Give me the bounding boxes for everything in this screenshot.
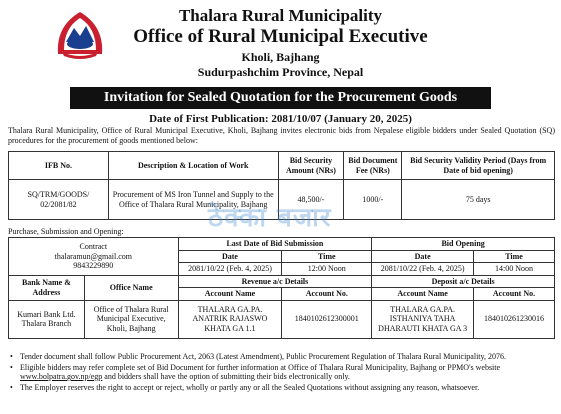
time-label: Time (282, 250, 372, 263)
bid-security-amount: 48,500/- (278, 180, 344, 220)
letterhead (0, 6, 561, 80)
revenue-header: Revenue a/c Details (178, 275, 372, 288)
table-header: Description & Location of Work (108, 152, 278, 180)
purchase-label: Purchase, Submission and Opening: (8, 227, 124, 236)
office-location: Kholi, Bajhang (241, 50, 320, 64)
account-no-label: Account No. (282, 288, 372, 301)
table-header: Bid Security Validity Period (Days from Date of bid opening) (402, 152, 555, 180)
account-name-label: Account Name (372, 288, 474, 301)
table-row (9, 300, 555, 338)
office-header: Office Name (84, 275, 178, 300)
deposit-account-name: THALARA GA.PA. ISTHANIYA TAHA DHARAUTI KHATA GA 3 (372, 300, 474, 338)
last-date-header: Last Date of Bid Submission (178, 238, 372, 251)
account-no-label: Account No. (474, 288, 555, 301)
contact-cell (9, 238, 179, 276)
notice-banner: Invitation for Sealed Quotation for the Procurement Goods (70, 87, 491, 109)
notes-list (8, 352, 555, 393)
contact-email: thalaramun@gmail.com (54, 251, 132, 261)
ifb-number: SQ/TRM/GOODS/ 02/2081/82 (9, 180, 109, 220)
note-text: and bidders shall have the option of submitting their bids electronically only. (102, 372, 350, 381)
bid-document-fee: 1000/- (344, 180, 402, 220)
intro-paragraph: Thalara Rural Municipality, Office of Rural Municipal Executive, Kholi, Bajhang invites electronic bids from Nepalese eligible bidders under Sealed Quotation (SQ) procedures for the procurement of goods mentioned below: (8, 126, 555, 145)
watermark: ठेक्का बजार (208, 203, 332, 233)
revenue-account-no: 1840102612300001 (282, 300, 372, 338)
municipality-name: Thalara Rural Municipality (178, 6, 383, 25)
list-item (8, 363, 555, 382)
time-label: Time (474, 250, 555, 263)
account-name-label: Account Name (178, 288, 282, 301)
publication-date: Date of First Publication: 2081/10/07 (January 20, 2025) (149, 113, 412, 125)
note-text: Eligible bidders may refer complete set of Bid Document for further information at Office of Thalara Rural Municipality, Bajhang or PPMO's website (20, 362, 501, 372)
office-name-value: Office of Thalara Rural Municipal Executive, Kholi, Bajhang (84, 300, 178, 338)
last-time-value: 12:00 Noon (282, 263, 372, 276)
last-date-value: 2081/10/22 (Feb. 4, 2025) (178, 263, 282, 276)
bank-header: Bank Name & Address (9, 275, 85, 300)
province-name: Sudurpashchim Province, Nepal (197, 65, 364, 79)
submission-bank-table (8, 237, 555, 339)
bank-name: Kumari Bank Ltd. Thalara Branch (9, 300, 85, 338)
table-header: IFB No. (9, 152, 109, 180)
list-item: • Tender document shall follow Public Procurement Act, 2063 (Latest Amendment), Public Procurement Regulation of Thalara Rural Municipality, 2076. (8, 352, 555, 362)
table-header: Bid Document Fee (NRs) (344, 152, 402, 180)
deposit-account-no: 184010261230016 (474, 300, 555, 338)
opening-date-value: 2081/10/22 (Feb. 4, 2025) (372, 263, 474, 276)
bolpatra-link[interactable]: www.bolpatra.gov.np/egp (20, 372, 103, 381)
validity-period: 75 days (402, 180, 555, 220)
table-header: Bid Security Amount (NRs) (278, 152, 344, 180)
list-item: • The Employer reserves the right to accept or reject, wholly or partly any or all the Sealed Quotations without assigning any reason, whatsoever. (8, 383, 555, 393)
bid-opening-header: Bid Opening (372, 238, 555, 251)
opening-time-value: 14:00 Noon (474, 263, 555, 276)
revenue-account-name: THALARA GA.PA. ANATRIK RAJASWO KHATA GA 1.1 (178, 300, 282, 338)
work-description: Procurement of MS Iron Tunnel and Supply to the Office of Thalara Rural Municipality, Bajhang (108, 180, 278, 220)
date-label: Date (178, 250, 282, 263)
date-label: Date (372, 250, 474, 263)
bid-table-header-row (9, 152, 555, 180)
contact-label: Contract (79, 242, 108, 251)
contact-phone: 9843229890 (73, 261, 114, 270)
office-name: Office of Rural Municipal Executive (133, 26, 428, 47)
deposit-header: Deposit a/c Details (372, 275, 555, 288)
